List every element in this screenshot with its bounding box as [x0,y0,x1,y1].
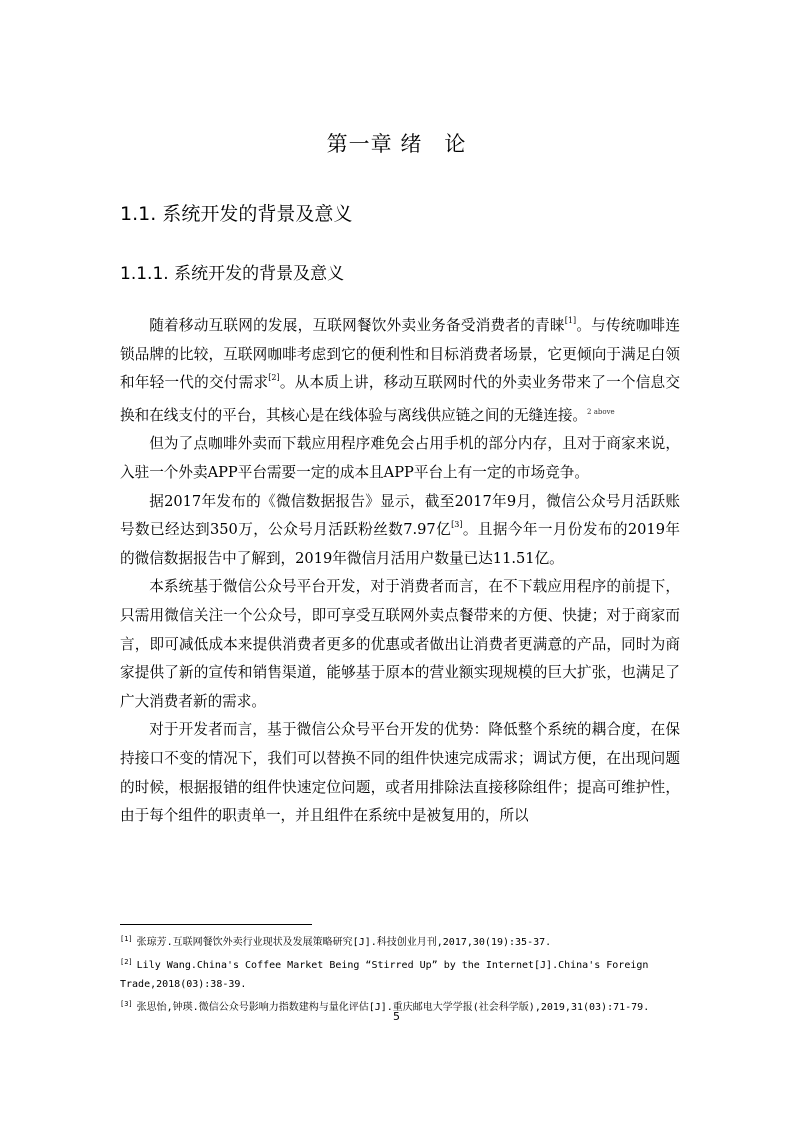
footnote-mark-3: [3] [120,1000,133,1008]
citation-ref-1[interactable]: [1] [564,316,577,325]
paragraph-5: 对于开发者而言，基于微信公众号平台开发的优势：降低整个系统的耦合度，在保持接口不变的情况下，我们可以替换不同的组件快速完成需求；调试方便，在出现问题的时候，根据报错的组件快速定位问题，或者用排除法直接移除组件；提高可维护性，由于每个组件的职责单一，并且组件在系统中是被复用的，所以 [120,721,680,825]
footnote-text-3: 张思怡,钟瑛.微信公众号影响力指数建构与量化评估[J].重庆邮电大学学报(社会科学版),2019,31(03):71-79. [136,1002,650,1013]
subsection-title: 系统开发的背景及意义 [174,264,345,284]
section-number: 1.1. [120,203,157,225]
footnote-separator [120,924,312,925]
paragraph-2: 但为了点咖啡外卖而下载应用程序难免会占用手机的部分内存，且对于商家来说，入驻一个外卖APP平台需要一定的成本且APP平台上有一定的市场竞争。 [120,435,680,481]
section-title: 系统开发的背景及意义 [162,203,353,225]
footnote-text-2: Lily Wang.China's Coffee Market Being “Stirred Up” by the Internet[J].China's Foreign Trade,2018(03):38-39. [120,960,649,990]
paragraph-3-text-a: 据2017年发布的《微信数据报告》显示，截至2017年9月，微信公众号月活跃账号数已经达到350万，公众号月活跃粉丝数7.97亿 [120,492,680,539]
page-number: 5 [393,1010,400,1023]
body-text [120,312,680,831]
paragraph-1-text-b: 。与传统咖啡连锁品牌的比较，互联网咖啡考虑到它的便利性和目标消费者场景，它更倾向于满足白领和年轻一代的交付需求 [120,317,680,392]
paragraph-1 [120,312,680,430]
paragraph-3 [120,488,680,574]
section-heading [120,199,352,226]
footnote-mark-1: [1] [120,935,133,943]
paragraph-1-text-c: 。从本质上讲，移动互联网时代的外卖业务带来了一个信息交换和在线支付的平台，其核心是在线体验与离线供应链之间的无缝连接。 [120,374,680,424]
footnotes [120,933,680,1021]
subsection-heading [120,259,344,284]
paragraph-3-text-b: 。且据今年一月份发布的2019年的微信数据报告中了解到，2019年微信月活用户数量已达11.51亿。 [120,521,680,567]
footnote-note: 2 above [587,407,615,416]
footnote-2 [120,956,680,994]
subsection-number: 1.1.1. [120,264,169,284]
chapter-title: 第一章 绪 论 [326,132,467,156]
citation-ref-3[interactable]: [3] [451,520,463,530]
footnote-mark-2: [2] [120,958,133,966]
footnote-1 [120,933,680,952]
paragraph-1-text-a: 随着移动互联网的发展，互联网餐饮外卖业务备受消费者的青睐 [149,317,565,334]
citation-ref-2[interactable]: [2] [268,373,280,383]
paragraph-4: 本系统基于微信公众号平台开发，对于消费者而言，在不下载应用程序的前提下，只需用微信关注一个公众号，即可享受互联网外卖点餐带来的方便、快捷；对于商家而言，即可减低成本来提供消费者更多的优惠或者做出让消费者更满意的产品，同时为商家提供了新的宣传和销售渠道，能够基于原本的营业额实现规模的巨大扩张，也满足了广大消费者新的需求。 [120,578,680,710]
footnote-text-1: 张琼芳.互联网餐饮外卖行业现状及发展策略研究[J].科技创业月刊,2017,30(19):35-37. [136,937,552,948]
